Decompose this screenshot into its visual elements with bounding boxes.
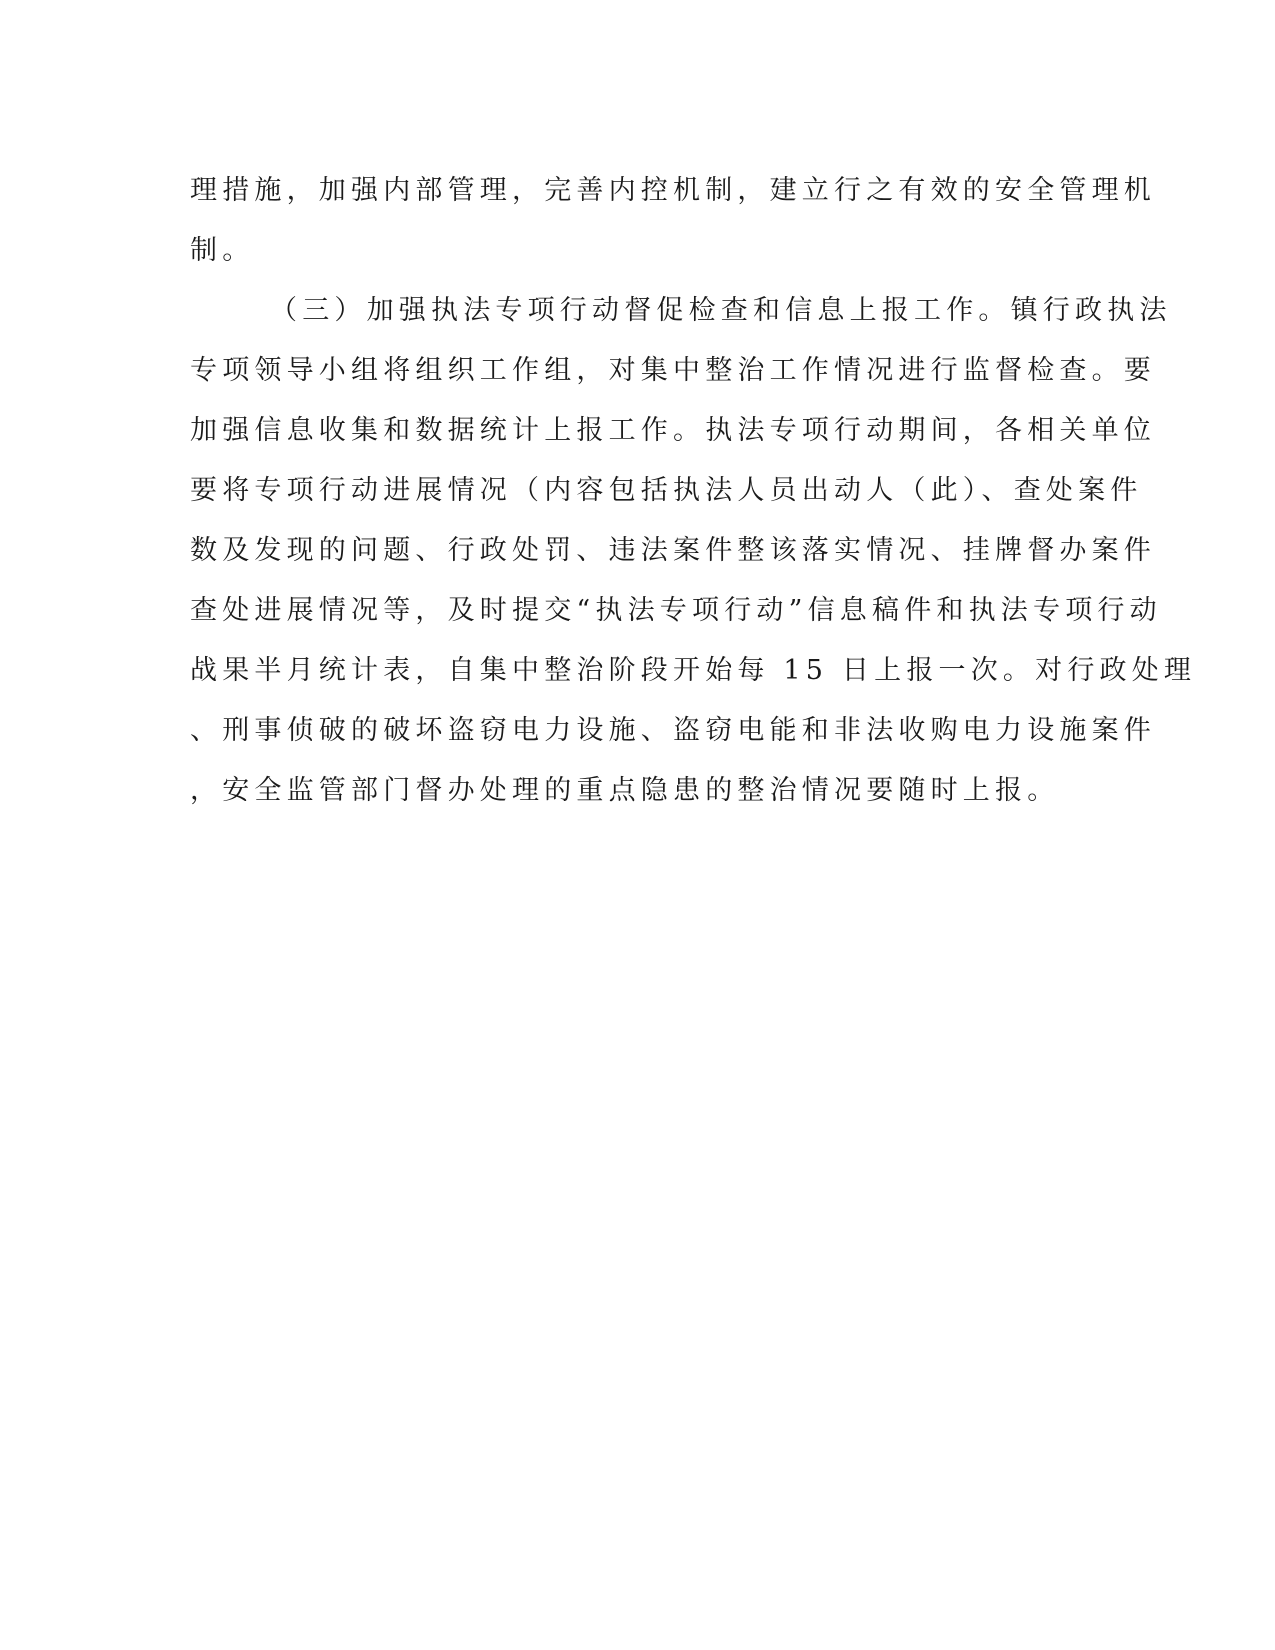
- text-line-5: 加强信息收集和数据统计上报工作。执法专项行动期间，各相关单位: [190, 415, 1156, 446]
- text-line-11: ，安全监管部门督办处理的重点隐患的整治情况要随时上报。: [190, 775, 1060, 806]
- text-line-10: 、刑事侦破的破坏盗窃电力设施、盗窃电能和非法收购电力设施案件: [190, 715, 1156, 746]
- text-line-7: 数及发现的问题、行政处罚、违法案件整该落实情况、挂牌督办案件: [190, 535, 1156, 566]
- text-line-8: 查处进展情况等，及时提交“执法专项行动”信息稿件和执法专项行动: [190, 595, 1162, 626]
- section-heading-line: （三）加强执法专项行动督促检查和信息上报工作。镇行政执法: [270, 295, 1172, 326]
- text-line-6: 要将专项行动进展情况（内容包括执法人员出动人（此）、查处案件: [190, 475, 1143, 506]
- text-line-1: 理措施，加强内部管理，完善内控机制，建立行之有效的安全管理机: [190, 175, 1156, 206]
- text-line-2: 制。: [190, 235, 255, 266]
- text-line-9: 战果半月统计表，自集中整治阶段开始每 15 日上报一次。对行政处理: [190, 655, 1197, 686]
- text-line-4: 专项领导小组将组织工作组，对集中整治工作情况进行监督检查。要: [190, 355, 1156, 386]
